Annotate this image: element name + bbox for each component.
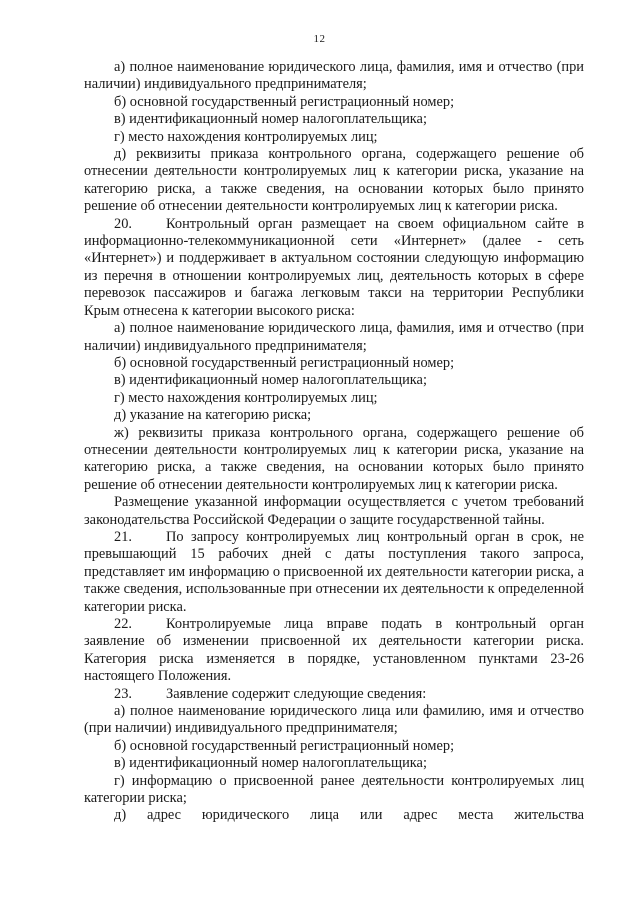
paragraph: а) полное наименование юридического лица, фамилия, имя и отчество (при наличии) индивидуального предпринимателя; <box>84 59 584 93</box>
paragraph-text: По запросу контролируемых лиц контрольный орган в срок, не превышающий 15 рабочих дней с даты поступления такого запроса, представляет им информацию о присвоенной их деятельности категории риска, а также сведения, использованные при отнесении их деятельности к определенной категории риска. <box>84 528 584 615</box>
item-number: 20. <box>114 215 132 232</box>
item-number: 23. <box>114 685 132 702</box>
item-number: 21. <box>114 528 132 545</box>
paragraph: г) место нахождения контролируемых лиц; <box>114 128 378 145</box>
paragraph: в) идентификационный номер налогоплательщика; <box>114 372 427 389</box>
paragraph: в) идентификационный номер налогоплательщика; <box>114 755 427 772</box>
paragraph: б) основной государственный регистрационный номер; <box>114 354 455 371</box>
paragraph: д) указание на категорию риска; <box>114 407 312 424</box>
paragraph-text: Контрольный орган размещает на своем официальном сайте в информационно-телекоммуникационной сети «Интернет» (далее - сеть «Интернет») и поддерживает в актуальном состоянии следующую информацию из перечня в отношении контролируемых лиц, деятельность которых в сфере перевозок пассажиров и багажа легковым такси на территории Республики Крым отнесена к категории высокого риска: <box>84 215 584 319</box>
item-number: 22. <box>114 616 132 632</box>
paragraph: д) реквизиты приказа контрольного органа, содержащего решение об отнесении деятельности контролируемых лиц к категории риска, указание на категорию риска, а также сведения, на основании которых было принято решение об отнесении деятельности контролируемых лиц к категории риска. <box>84 146 584 215</box>
page-number: 12 <box>313 33 326 45</box>
paragraph: а) полное наименование юридического лица или фамилию, имя и отчество (при наличии) индивидуального предпринимателя; <box>84 703 584 737</box>
paragraph: г) информацию о присвоенной ранее деятельности контролируемых лиц категории риска; <box>84 772 584 807</box>
paragraph: а) полное наименование юридического лица, фамилия, имя и отчество (при наличии) индивидуального предпринимателя; <box>84 320 584 354</box>
paragraph: б) основной государственный регистрационный номер; <box>114 93 455 110</box>
paragraph: г) место нахождения контролируемых лиц; <box>114 389 378 406</box>
paragraph: в) идентификационный номер налогоплательщика; <box>114 111 427 128</box>
paragraph-text: Контролируемые лица вправе подать в контрольный орган заявление об изменении присвоенной их деятельности категории риска. Категория риска изменяется в порядке, установленном пунктами 23-26 настоящего Положения. <box>84 616 584 685</box>
numbered-paragraph-21 <box>84 529 584 616</box>
paragraph: ж) реквизиты приказа контрольного органа, содержащего решение об отнесении деятельности контролируемых лиц к категории риска, указание на категорию риска, а также сведения, на основании которых было принято решение об отнесении деятельности контролируемых лиц к категории риска. <box>84 424 584 493</box>
numbered-paragraph-22 <box>84 616 584 686</box>
paragraph-text: Заявление содержит следующие сведения: <box>166 685 427 702</box>
paragraph: Размещение указанной информации осуществляется с учетом требований законодательства Российской Федерации о защите государственной тайны. <box>84 494 584 528</box>
document-body <box>84 59 584 825</box>
numbered-paragraph-20 <box>84 216 584 320</box>
numbered-paragraph-23 <box>84 686 584 703</box>
paragraph: д) адрес юридического лица или адрес места жительства <box>114 807 584 824</box>
paragraph: б) основной государственный регистрационный номер; <box>114 737 455 754</box>
